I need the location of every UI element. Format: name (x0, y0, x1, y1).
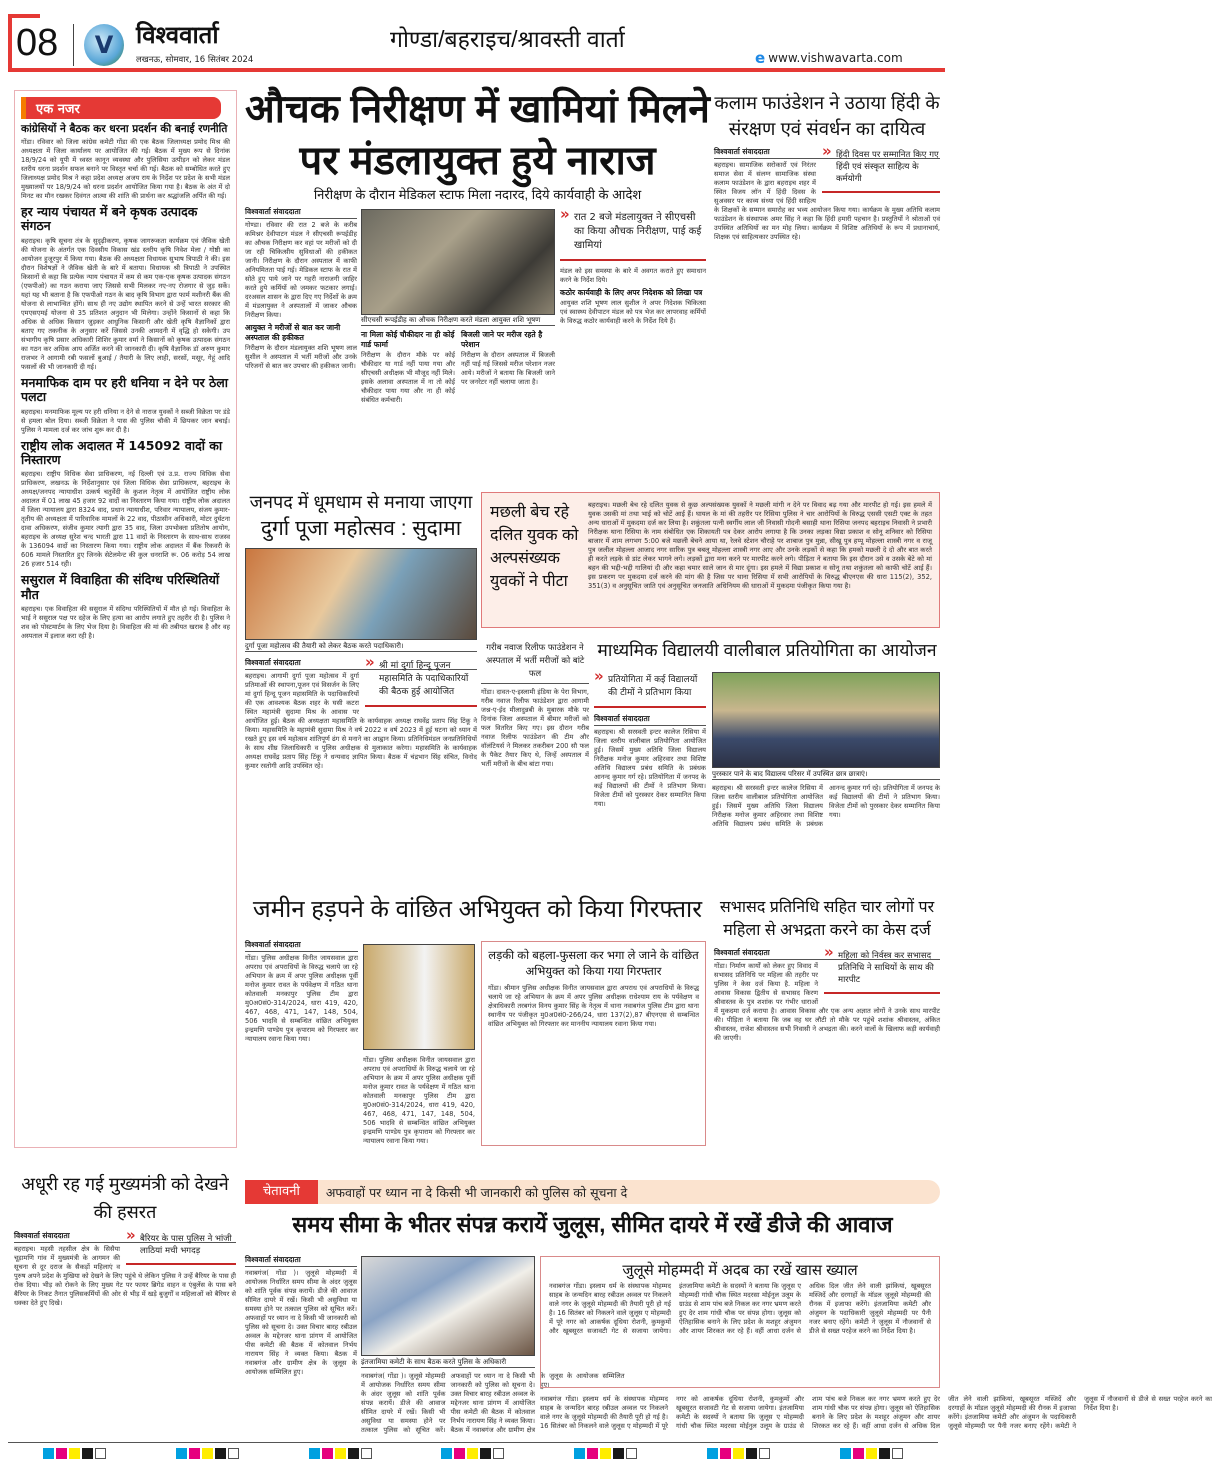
jameen-headline: जमीन हड़पने के वांछित अभियुक्त को किया गिरफ्तार (252, 896, 703, 923)
garib-headline: गरीब नवाज रिलीफ फाउंडेशन ने अस्पताल में भर्ती मरीजों को बांटे फल (481, 642, 589, 684)
byline: विश्ववार्ता संवाददाता (594, 714, 706, 726)
jameen-col (245, 940, 358, 1145)
main-headline-line1: औचक निरीक्षण में खामियां मिलने (245, 88, 710, 131)
juloos-body: नवाबगंज( गोंडा )। जुलूसे मोहम्मदी में आयोजक निर्धारित समय सीमा के अंदर जुलूस को शांति पूर्वक संपन्न करायें। डीजे की आवाज सीमित दायरे में रखें। किसी भी असुविधा या समस्या होने पर तत्काल पुलिस को सूचित करें। अफवाहों पर ध्यान ना दे किसी भी जानकारी को पुलिस को सूचना दे। उक्त विचार बारह रबीउल अव्वल के मद्देनजर थाना प्रांगण में आयोजित पीस कमेटी की बैठक में कोतवाल निर्भय नारायण सिंह ने व्यक्त किया। बैठक में नवाबगंज और ग्रामीण क्षेत्र के जुलूस के आयोजक सम्मिलित हुए। (245, 1269, 357, 1376)
cmyk-mark (309, 1448, 372, 1459)
brief-body: बहराइच। कृषि सूचना तंत्र के सुदृढ़ीकरण, कृषक जागरूकता कार्यक्रम एवं जैविक खेती की योजना के अंतर्गत एक दिवसीय विकास खंड स्तरीय कृषि निवेश मेला / गोष्ठी का आयोजन हुजूरपुर में किया गया। बैठक की अध्यक्षता विधायक सुभाष त्रिपाठी ने की। इस दौरान विशेषज्ञों ने जैविक खेती के बारे में बताया। विधायक श्री त्रिपाठी ने उपस्थित किसानों से कहा कि प्रत्येक न्याय पंचायत में कम से कम एक-एक कृषक उत्पादक संगठन (एफपीओ) का गठन कराया जाए जिससे सभी मिलकर नए-नए रोजगार से जुड़ सकें। यहां यह भी बताना है कि एफपीओ गठन के बाद कृषि विभाग द्वारा फार्म मशीनरी बैंक की योजना से लाभान्वित होंगे। साथ ही नए उद्योग स्थापित करने से उन्हें भारत सरकार की एमएसएमई योजना से 35 प्रतिशत अनुदान भी मिलेगा। उन्होंने किसानों से कहा कि अधिक से अधिक किसान जुड़कर आधुनिक किसानी और खेती कृषि वैज्ञानिकों द्वारा बताए गए तकनीक के अनुसार करें जिससे उनकी आमदनी में वृद्धि हो सकेगी। उप संभागीय कृषि प्रसार अधिकारी शिशिर कुमार वर्मा ने किसानों को कृषक उत्पादक संगठन का गठन कर अधिक आय अर्जित करने की जानकारी दी। कृषि वैज्ञानिक डॉ अरुण कुमार राजभर ने आगामी रबी फसलों बुआई / तैयारी के लिए लाही, सरसों, मसूर, गेहूं आदि फसलों की भी जानकारी दी गई। (21, 236, 230, 371)
ek-nazar-label: एक नजर (21, 97, 221, 119)
main-pullquote: » रात 2 बजे मंडलायुक्त ने सीएचसी का किया औचक निरीक्षण, पाई कई खामियां (560, 209, 706, 261)
volleyball-body-cont: बहराइच। श्री सरस्वती इन्टर कालेज रिसिया में जिला स्तरीय वालीबाल प्रतियोगिता आयोजित हुई। जिसमें मुख्य अतिथि जिला विद्यालय निरीक्षक मनोज कुमार अहिरवार तथा विशिष्ट अतिथि विद्यालय प्रबंध समिति के प्रबंधक आनन्द कुमार गर्ग रहे। प्रतियोगिता में जनपद के कई विद्यालयों की टीमों ने प्रतिभाग किया। विजेता टीमों को पुरस्कार देकर सम्मानित किया गया। (712, 784, 940, 828)
main-headline-line2: पर मंडलायुक्त हुये नाराज (299, 139, 656, 183)
byline: विश्ववार्ता संवाददाता (245, 207, 357, 219)
adhuri-section (14, 1170, 236, 1438)
machhli-headline: मछली बेच रहे दलित युवक को अल्पसंख्यक युवकों ने पीटा (490, 504, 579, 590)
byline: विश्ववार्ता संवाददाता (714, 948, 940, 960)
arrested-accused-photo (363, 944, 475, 1050)
cmyk-mark (574, 1448, 637, 1459)
brief-article (21, 376, 230, 435)
cmyk-mark (441, 1448, 504, 1459)
volleyball-team-photo (712, 672, 940, 768)
byline: विश्ववार्ता संवाददाता (245, 940, 358, 952)
warning-banner (245, 1180, 940, 1204)
byline: विश्ववार्ता संवाददाता (14, 1231, 236, 1243)
main-body: निरीक्षण के दौरान मंडलायुक्त शशि भूषण लाल सुशील ने अस्पताल में भर्ती मरीजों और उनके परिजनों से बात कर उपचार की हकीकत जानी। (245, 344, 357, 370)
main-subheading: कठोर कार्यवाही के लिए अपर निदेशक को लिखा पत्र (560, 288, 703, 297)
brief-body: बहराइच। मनमाफिक मूल्य पर हरी धनिया न देने से नाराज युवकों ने सब्जी विक्रेता पर डंडे से हमला बोल दिया। सब्जी विक्रेता ने पास की पुलिस चौकी में छिपकर जान बचाई। पुलिस ने मामला दर्ज कर जांच शुरू कर दी है। (21, 407, 230, 434)
brief-body: बहराइच। एक विवाहिता की ससुराल में संदिग्ध परिस्थितियों में मौत हो गई। विवाहिता के भाई ने ससुराल पक्ष पर दहेज के लिए हत्या का आरोप लगाते हुए तहरीर दी है। पुलिस ने शव को पोस्टमार्टम के लिए भेज दिया है। विवाहिता की मां की तबीयत खराब है और वह अस्पताल में इलाज करा रही है। (21, 605, 230, 641)
inspection-photo (361, 209, 555, 315)
ladki-box (481, 941, 706, 1146)
kalam-section (714, 90, 940, 482)
main-subheading: आयुक्त ने मरीजों से बात कर जानी अस्पताल की हकीकत (245, 323, 341, 342)
brief-body: गोंडा। रविवार को जिला कांग्रेस कमेटी गोंडा की एक बैठक जिलाध्यक्ष प्रमोद मिश्र की अध्यक्षता में जिला कार्यालय पर आयोजित की गई। बैठक में मुख्य रूप से दिनांक 18/9/24 को यूपी में ध्वस्त कानून व्यवस्था और पुलिसिया उत्पीड़न को लेकर मंडल स्तरीय धरना प्रदर्शन सफल बनाने पर विस्तृत चर्चा की गई। बैठक को सम्बोधित करते हुए जिलाध्यक्ष प्रमोद मिश्र ने कहा प्रदेश अध्यक्ष अजय राय के निर्देश पर प्रदेश के सभी मंडल मुख्यालयों पर 18/9/24 को धरना प्रदर्शन आयोजित किया गया है। बैठक के अंत में दो मिनट का मौन रखकर दिवंगत आत्मा की शांति की प्रार्थना कर श्रद्धांजलि अर्पित की गई। (21, 138, 230, 201)
brief-title: मनमाफिक दाम पर हरी धनिया न देने पर ठेला पलटा (21, 374, 229, 405)
adhuri-headline: अधूरी रह गई मुख्यमंत्री को देखने की हसरत (21, 1174, 229, 1222)
volleyball-col (594, 672, 706, 884)
main-col-2 (361, 330, 555, 482)
cmyk-mark (707, 1448, 770, 1459)
header-frame-top (8, 14, 40, 18)
byline: विश्ववार्ता संवाददाता (714, 147, 940, 159)
brief-title: ससुराल में विवाहिता की संदिग्ध परिस्थितियों मौत (21, 572, 220, 602)
brief-body: बहराइच। राष्ट्रीय विधिक सेवा प्राधिकरण, नई दिल्ली एवं उ.प्र. राज्य विधिक सेवा प्राधिकरण, लखनऊ के निर्देशानुसार एवं जिला विधिक सेवा प्राधिकरण, बहराइच के अध्यक्ष/जनपद न्यायाधीश उत्कर्ष चतुर्वेदी के कुशल नेतृत्व में आयोजित राष्ट्रीय लोक अदालत में 01 लाख 45 हजार 92 वादों का निस्तारण किया गया। राष्ट्रीय लोक अदालत में जिला न्यायालय द्वारा 8324 वाद, प्रधान न्यायाधीश, परिवार न्यायालय, संजय कुमार-तृतीय की अध्यक्षता में पारिवारिक मामलों के 22 वाद, पीठासीन अधिकारी, मोटर दुर्घटना दावा अधिकरण, संजीव कुमार त्यागी द्वारा 35 वाद, जिला उपभोक्ता प्रतितोष आयोग, बहराइच के अध्यक्ष सुरेश चन्द भारती द्वारा 11 वादों के निस्तारण के साथ-साथ राजस्व के 136094 वादों का निस्तारण किया गया। राष्ट्रीय लोक अदालत में बैंक रिकवरी के 606 मामले निस्तारित हुए जिनके सेटेलमेन्ट की कुल धनराशि रू. 06 करोड़ 54 लाख 26 हजार 514 रही। (21, 470, 230, 569)
byline: विश्ववार्ता संवाददाता (245, 658, 477, 670)
website-link[interactable]: e www.vishwavarta.com (755, 49, 903, 67)
brief-title: हर न्याय पंचायत में बने कृषक उत्पादक संगठन (21, 204, 198, 234)
juloos-col (245, 1255, 357, 1438)
cmyk-mark (43, 1448, 106, 1459)
section-title: गोण्डा/बहराइच/श्रावस्ती वार्ता (390, 26, 625, 52)
durga-photo-caption: दुर्गा पूजा महोत्सव की तैयारी को लेकर बैठक करते पदाधिकारी। (245, 642, 477, 652)
durga-body: बहराइच। आगामी दुर्गा पूजा महोत्सव में दुर्गा प्रतिमाओं की स्थापना,पूजन एवं विसर्जन के लिए मां दुर्गा हिन्दू पूजन महासमिति के पदाधिकारियों की एक आवश्यक बैठक शहर के घसी कटरा स्थित महामंत्री सुदामा मिश्र के आवास पर आयोजित हुई। बैठक की अध्यक्षता महासमिति के कार्यवाहक अध्यक्ष राघवेंद्र प्रताप सिंह टिंकू ने किया। महासमिति के महामंत्री सुदामा मिश्र ने वर्ष 2022 व वर्ष 2023 में हुई घटना को ध्यान में रखते हुए इस वर्ष महोत्सव शांतिपूर्ण ढंग से मनाने का आह्वान किया। प्रतिनिधिमंडल जनप्रतिनिधियों के साथ शीघ्र जिलाधिकारी व पुलिस अधीक्षक से मुलाकात करेगा। महासमिति के कार्यवाहक अध्यक्ष राघवेंद्र प्रताप सिंह टिंकू ने धन्यवाद ज्ञापित किया। बैठक में चंद्रभान सिंह संचित, विनोद कुमार रस्तोगी आदि उपस्थित रहे। (245, 672, 477, 770)
cmyk-mark (176, 1448, 239, 1459)
brief-article (21, 123, 230, 201)
machhli-box (481, 492, 940, 628)
brief-article (21, 205, 230, 372)
volleyball-body: बहराइच। श्री सरस्वती इन्टर कालेज रिसिया में जिला स्तरीय वालीबाल प्रतियोगिता आयोजित हुई। जिसमें मुख्य अतिथि जिला विद्यालय निरीक्षक मनोज कुमार अहिरवार तथा विशिष्ट अतिथि विद्यालय प्रबंध समिति के प्रबंधक आनन्द कुमार गर्ग रहे। प्रतियोगिता में जनपद के कई विद्यालयों की टीमों ने प्रतिभाग किया। विजेता टीमों को पुरस्कार देकर सम्मानित किया गया। (594, 728, 706, 808)
newspaper-name: विश्ववार्ता (136, 22, 219, 49)
main-col-3 (560, 209, 706, 482)
juloos-box-body: नवाबगंज गोंडा। इस्लाम धर्म के संस्थापक मोहम्मद साहब के जन्मदिन बारह रबीउल अव्वल पर निकलने वाले नगर के जुलूसे मोहम्मदी की तैयारी पूरी हो गई है। 16 सितंबर को निकलने वाले जुलूस ए मोहम्मदी में पूरे नगर को आकर्षक दूधिया रोशनी, कुमकुमों और खूबसूरत सजावटी गेट से सजाया जायेगा। इंतजामिया कमेटी के सदस्यों ने बताया कि जुलूस ए मोहम्मदी गांधी चौक स्थित मदरसा मोईनुल उलूम के ग्राउंड से शाम पांच बजे निकल कर नगर भ्रमण करते हुए देर शाम गांधी चौक पर संपन्न होगा। जुलूस को ऐतिहासिक बनाने के लिए प्रदेश के मशहूर अंजुमन और शायर शिरकत कर रहे हैं। वहीं आधा दर्जन से अधिक दिल जीत लेने वाली झांकियां, खूबसूरत मस्जिदें और दरगाहों के मॉडल जुलूसे मोहम्मदी की रौनक में इजाफा करेंगे। इंतजामिया कमेटी और अंजुमन के पदाधिकारी जुलूसे मोहम्मदी पर पैनी नजर बनाए रहेंगे। कमेटी ने जुलूस में नौजवानों से डीजे से सख्त परहेज करने का निर्देश दिया है। (549, 1282, 931, 1336)
garib-section (481, 642, 589, 884)
brief-title: राष्ट्रीय लोक अदालत में 145092 वादों का निस्तारण (21, 437, 223, 467)
ladki-body: गोंडा। श्रीमान पुलिस अधीक्षक विनीत जायसवाल द्वारा अपराध एवं अपराधियों के विरुद्ध चलाये जा रहे अभियान के क्रम में अपर पुलिस अधीक्षक राधेश्याम राय के पर्यवेक्षण व क्षेत्राधिकारी तरबगंज विनय कुमार सिंह के नेतृत्व में थाना नवाबगंज पुलिस टीम द्वारा थाना स्थानीय पर पंजीकृत मु0अ0सं0-266/24, धारा 137(2),87 बीएनएस से सम्बन्धित वांछित अभियुक्त को गिरफ्तार कर माननीय न्यायालय रवाना किया गया। (488, 984, 699, 1028)
footer-rule (8, 1442, 938, 1443)
sabhasad-headline: सभासद प्रतिनिधि सहित चार लोगों पर महिला से अभद्रता करने का केस दर्ज (719, 899, 935, 939)
dateline: लखनऊ, सोमवार, 16 सितंबर 2024 (136, 55, 254, 65)
newspaper-logo-icon: V (84, 24, 124, 66)
cmyk-mark (840, 1448, 903, 1459)
sabhasad-section (714, 896, 940, 1146)
durga-section (245, 658, 477, 884)
juloos-headline: समय सीमा के भीतर संपन्न करायें जुलूस, सीमित दायरे में रखें डीजे की आवाज (292, 1212, 893, 1237)
kalam-body: बहराइच। सामाजिक सरोकारों एवं निरंतर समाज सेवा में संलग्न सामाजिक संस्था कलाम फाउंडेशन के द्वारा बहराइच शहर में स्थित विजय लॉन में हिंदी दिवस के सुअवसर पर काव्य संध्या एवं हिंदी साहित्य के शिक्षकों के सम्मान समारोह का भव्य आयोजन किया गया। कार्यक्रम के मुख्य अतिथि कलाम फाउंडेशन के संस्थापक अमर सिंह ने कहा कि हिंदी हमारी पहचान है। प्रस्तुतियों ने श्रोताओं एवं उपस्थित अतिथियों का मन मोह लिया। कार्यक्रम में विशिष्ट अतिथियों के रूप में प्रधानाचार्य, शिक्षक एवं साहित्यकार उपस्थित रहे। (714, 161, 940, 241)
header-divider (73, 24, 74, 66)
brief-article (21, 573, 230, 641)
kalam-pullquote: » हिंदी दिवस पर सम्मानित किए गए हिंदी एवं संस्कृत साहित्य के कर्मयोगी (822, 147, 940, 193)
durga-meeting-photo (245, 548, 477, 640)
brief-title: कांग्रेसियों ने बैठक कर धरना प्रदर्शन की बनाई रणनीति (21, 123, 228, 135)
brief-article (21, 439, 230, 570)
machhli-body: बहराइच। मछली बेच रहे दलित युवक से कुछ अल्पसंख्यक युवकों ने मछली मांगी न देने पर विवाद बढ़ गया और मारपीट हो गई। इस हमले में युवक उसकी मां तथा भाई को चोटें आई हैं। घायल के मां की तहरीर पर रिसिया पुलिस ने चार आरोपियों के विरुद्ध एससी एसटी एक्ट के तहत अन्य धाराओं में मुकदमा दर्ज कर लिया है। शकुंतला पत्नी स्वर्गीय लाल जी निवासी गोदनी बसाही थाना रिसिया जनपद बहराइच निवासी ने प्रभारी निरीक्षक थाना रिसिया के नाम संबोधित एक शिकायती पत्र देकर आरोप लगाया है कि उनका लड़का विद्या प्रकाश व सोनू शनिवार को रिसिया बाजार में शाम लगभग 5:00 बजे मछली बेचने आया था, रेलवे स्टेशन चौराहे पर शाबाज पुत्र मुन्ना, सीखू पुत्र हप्पू मोहल्ला शास्त्री नगर व राजू पुत्र जलील मोहल्ला आजाद नगर सारिक पुत्र बबलू मोहल्ला शास्त्री नगर आए और उनके लड़कों से कहा कि हमको मछली दे दो और बात करते ही करते लड़के से डांट लेकर भागने लगे। लड़कों द्वारा मना करने पर मारपीट करने लगे। पीड़िता ने बताया कि इस दौरान उसे व उसके बेटे को मां बहन की भद्दी-भद्दी गालियां दी और कहा चमार साले जान से मार दूंगा। इस हमले में विद्या प्रकाश व सोनू तथा शकुंतला को काफी चोटें आई हैं। इस प्रकरण पर मुकदमा दर्ज करने की मांग की है जिस पर थाना रिसिया में सभी आरोपियों के विरुद्ध बीएनएस की धारा 115(2), 352, 351(3) व अनुसूचित जाति एवं अनुसूचित जनजाति अधिनियम की धाराओं में मुकदमा पंजीकृत किया गया है। (588, 501, 932, 590)
main-subhead: निरीक्षण के दौरान मेडिकल स्टाफ मिला नदारद, दिये कार्यवाही के आदेश (313, 187, 642, 202)
adhuri-body: बहराइच। महसी तहसील क्षेत्र के सिसैया चूड़ामणि गांव में मुख्यमंत्री के आगमन की सूचना से दूर दराज के सैकड़ों महिलाएं व पुरुष अपने प्रदेश के मुखिया को देखने के लिए पहुंचे थे लेकिन पुलिस ने उन्हें बैरियर के पास ही रोक दिया। भीड़ को रोकने के लिए मुख्य गेट पर फायर ब्रिगेड वाहन व एंबुलेंस के पास बने बैरियर के निकट तैनात पुलिसकर्मियों की ओर से भीड़ में खड़े बुजुर्गों व महिलाओं को बैरियर से धक्का देते हुए दिखे। (14, 1245, 236, 1307)
browser-e-icon: e (755, 49, 766, 67)
juloos-box-headline: जुलूसे मोहम्मदी में अदब का रखें खास ख्याल (622, 1262, 858, 1279)
page-number: 08 (16, 22, 59, 64)
volleyball-headline: माध्यमिक विद्यालयी वालीबाल प्रतियोगिता का आयोजन (597, 640, 937, 660)
peace-committee-photo (361, 1256, 535, 1356)
left-column (14, 90, 237, 1148)
main-body: गोण्डा। रविवार की रात 2 बजे के करीब कमिश्नर देवीपाटन मंडल ने सीएचसी रूपईडीह का औचक निरीक्षण कर वहां पर मरीजों को दी जा रही चिकित्सीय सुविधाओं की हकीकत जानी। निरीक्षण के दौरान अस्पताल में काफी अनियमितता पाई गई। मेडिकल स्टाफ के रात में सोते हुए पाये जाने पर गहरी नाराजगी जाहिर करते हुये कर्मियों को जमकर फटकार लगाई। दरअसल शासन के द्वारा दिए गए निर्देशों के क्रम में मंडलायुक्त ने अस्पतालों में जाकर औचक निरीक्षण किया। (245, 221, 357, 319)
adhuri-pullquote: » बैरियर के पास पुलिस ने भांजी लाठियां मची भगदड़ (126, 1231, 236, 1265)
sabhasad-body: गोंडा। निर्माण कार्यों को लेकर हुए विवाद में सभासद प्रतिनिधि पर महिला की तहरीर पर पुलिस ने केस दर्ज किया है. महिला ने आवास विकास द्वितीय से सभासद किरण श्रीवास्तव के पुत्र शशांक पर गंभीर धाराओं में मुकदमा दर्ज कराया है। आवास विकास और एक अन्य अज्ञात लोगों ने उनके साथ मारपीट की। पीड़िता ने बताया कि जब वह घर लौटी तो मौके पर पहुंचे शशांक श्रीवास्तव, अंकित श्रीवास्तव, राजेश श्रीवास्तव सभी निवासी ने अभद्रता की। करने वालों के खिलाफ कड़ी कार्यवाही की जाएगी। (714, 962, 940, 1042)
warning-label: चेतावनी (245, 1180, 318, 1204)
warning-text: अफवाहों पर ध्यान ना दे किसी भी जानकारी को पुलिस को सूचना दे (325, 1184, 628, 1200)
main-body: मंडल को इस समस्या के बारे में अवगत कराते हुए समाधान करने के निर्देश दिये। (560, 267, 706, 284)
main-col-1 (245, 207, 357, 482)
peace-committee-photo-caption: इंतजामिया कमेटी के साथ बैठक करते पुलिस के अधिकारी (361, 1358, 535, 1368)
durga-pullquote: » श्री मां दुर्गा हिन्दू पूजन महासमिति के पदाधिकारियों की बैठक हुई आयोजित (365, 658, 477, 707)
juloos-box (540, 1256, 940, 1388)
kalam-headline: कलाम फाउंडेशन ने उठाया हिंदी के संरक्षण एवं संवर्धन का दायित्व (714, 92, 940, 139)
main-body: निरीक्षण के दौरान मौके पर कोई चौकीदार या गार्ड नहीं पाया गया और सीएचसी अधीक्षक भी मौजूद नहीं मिले। इसके अलावा अस्पताल में ना तो कोई चौकीदार पाया गया और ना ही कोई संबंधित कर्मचारी। (361, 351, 455, 404)
main-body: आयुक्त शशि भूषण लाल सुशील ने अपर निदेशक चिकित्सा एवं स्वास्थ्य देवीपाटन मंडल को पत्र भेज कर लापरवाह कर्मियों के विरुद्ध कठोर कार्यवाही करने के निर्देश दिये हैं। (560, 299, 706, 325)
inspection-photo-caption: सीएचसी रूपईडीह का औचक निरीक्षण करते मंडला आयुक्त शशि भूषण (361, 316, 555, 326)
cmyk-registration-marks (8, 1448, 938, 1459)
jameen-body-cont: गोंडा। पुलिस अधीक्षक विनीत जायसवाल द्वारा अपराध एवं अपराधियों के विरुद्ध चलाये जा रहे अभियान के क्रम में अपर पुलिस अधीक्षक पूर्वी मनोज कुमार रावत के पर्यवेक्षण में गठित थाना कोतवाली मनकापुर पुलिस टीम द्वारा मु0अ0सं0-314/2024, धारा 419, 420, 467, 468, 471, 147, 148, 504, 506 भादवि से सम्बन्धित वांछित अभियुक्त इन्द्रमणि पाण्डेय पुत्र कृपाराम को गिरफ्तार कर न्यायालय रवाना किया गया। (363, 1056, 475, 1145)
jameen-body: गोंडा। पुलिस अधीक्षक विनीत जायसवाल द्वारा अपराध एवं अपराधियों के विरुद्ध चलाये जा रहे अभियान के क्रम में अपर पुलिस अधीक्षक पूर्वी मनोज कुमार रावत के पर्यवेक्षण में गठित थाना कोतवाली मनकापुर पुलिस टीम द्वारा मु0अ0सं0-314/2024, धारा 419, 420, 467, 468, 471, 147, 148, 504, 506 भादवि से सम्बन्धित वांछित अभियुक्त इन्द्रमणि पाण्डेय पुत्र कृपाराम को गिरफ्तार कर न्यायालय रवाना किया गया। (245, 954, 358, 1043)
main-subheading: बिजली जाने पर मरीज रहते है परेशान (461, 330, 543, 349)
durga-headline-line1: जनपद में धूमधाम से मनाया जाएगा (249, 492, 473, 512)
ladki-headline: लड़की को बहला-फुसला कर भगा ले जाने के वांछित अभियुक्त को किया गया गिरफ्तार (488, 950, 699, 978)
main-subheading: ना मिला कोई चौकीदार ना ही कोई गार्ड फार्मा (361, 330, 455, 349)
juloos-body-cont: नवाबगंज( गोंडा )। जुलूसे मोहम्मदी में आयोजक निर्धारित समय सीमा के अंदर जुलूस को शांति पूर्वक संपन्न करायें। डीजे की आवाज सीमित दायरे में रखें। किसी भी असुविधा या समस्या होने पर तत्काल पुलिस को सूचित करें। अफवाहों पर ध्यान ना दे किसी भी जानकारी को पुलिस को सूचना दे। उक्त विचार बारह रबीउल अव्वल के मद्देनजर थाना प्रांगण में आयोजित पीस कमेटी की बैठक में कोतवाल निर्भय नारायण सिंह ने व्यक्त किया। बैठक में नवाबगंज और ग्रामीण क्षेत्र के जुलूस के आयोजक सम्मिलित हुए। (361, 1372, 625, 1434)
garib-body: गोंडा। दावत-ए-इस्लामी इंडिया के पेरा विभाग, गरीब नवाज रिलीफ फाउंडेशन द्वारा आगामी जश्न-ए-ईद मीलादुन्नबी के मुबारक मौके पर दिनांक जिला अस्पताल में बीमार मरीजों को फल वितरित किए गए। इस दौरान गरीब नवाज रिलीफ फाउंडेशन की टीम और वॉलंटियर्स ने मिलकर तकरीबन 200 सौ फल के पैकेट तैयार किए थे, जिन्हें अस्पताल में भर्ती मरीजों के बीच बांटा गया। (481, 688, 589, 768)
main-body: निरीक्षण के दौरान अस्पताल में बिजली नहीं पाई गई जिससे मरीज परेशान नजर आये। मरीजों ने बताया कि बिजली जाने पर जनरेटर नहीं चलाया जाता है। (461, 351, 555, 386)
durga-headline-line2: दुर्गा पूजा महोत्सव : सुदामा (260, 517, 462, 540)
sabhasad-pullquote: » महिला को निर्वस्त्र कर सभासद प्रतिनिधि ने साथियों के साथ की मारपीट (824, 948, 940, 994)
volleyball-photo-caption: पुरस्कार पाने के बाद विद्यालय परिसर में उपस्थित छात्र छात्राएं। (712, 770, 940, 780)
juloos-box-body-cont: नवाबगंज गोंडा। इस्लाम धर्म के संस्थापक मोहम्मद साहब के जन्मदिन बारह रबीउल अव्वल पर निकलने वाले नगर के जुलूसे मोहम्मदी की तैयारी पूरी हो गई है। 16 सितंबर को निकलने वाले जुलूस ए मोहम्मदी में पूरे नगर को आकर्षक दूधिया रोशनी, कुमकुमों और खूबसूरत सजावटी गेट से सजाया जायेगा। इंतजामिया कमेटी के सदस्यों ने बताया कि जुलूस ए मोहम्मदी गांधी चौक स्थित मदरसा मोईनुल उलूम के ग्राउंड से शाम पांच बजे निकल कर नगर भ्रमण करते हुए देर शाम गांधी चौक पर संपन्न होगा। जुलूस को ऐतिहासिक बनाने के लिए प्रदेश के मशहूर अंजुमन और शायर शिरकत कर रहे हैं। वहीं आधा दर्जन से अधिक दिल जीत लेने वाली झांकियां, खूबसूरत मस्जिदें और दरगाहों के मॉडल जुलूसे मोहम्मदी की रौनक में इजाफा करेंगे। इंतजामिया कमेटी और अंजुमन के पदाधिकारी जुलूसे मोहम्मदी पर पैनी नजर बनाए रहेंगे। कमेटी ने जुलूस में नौजवानों से डीजे से सख्त परहेज करने का निर्देश दिया है। (540, 1395, 1212, 1430)
byline: विश्ववार्ता संवाददाता (245, 1255, 357, 1267)
volleyball-pullquote: » प्रतियोगिता में कई विद्यालयों की टीमों ने प्रतिभाग किया (594, 672, 706, 708)
